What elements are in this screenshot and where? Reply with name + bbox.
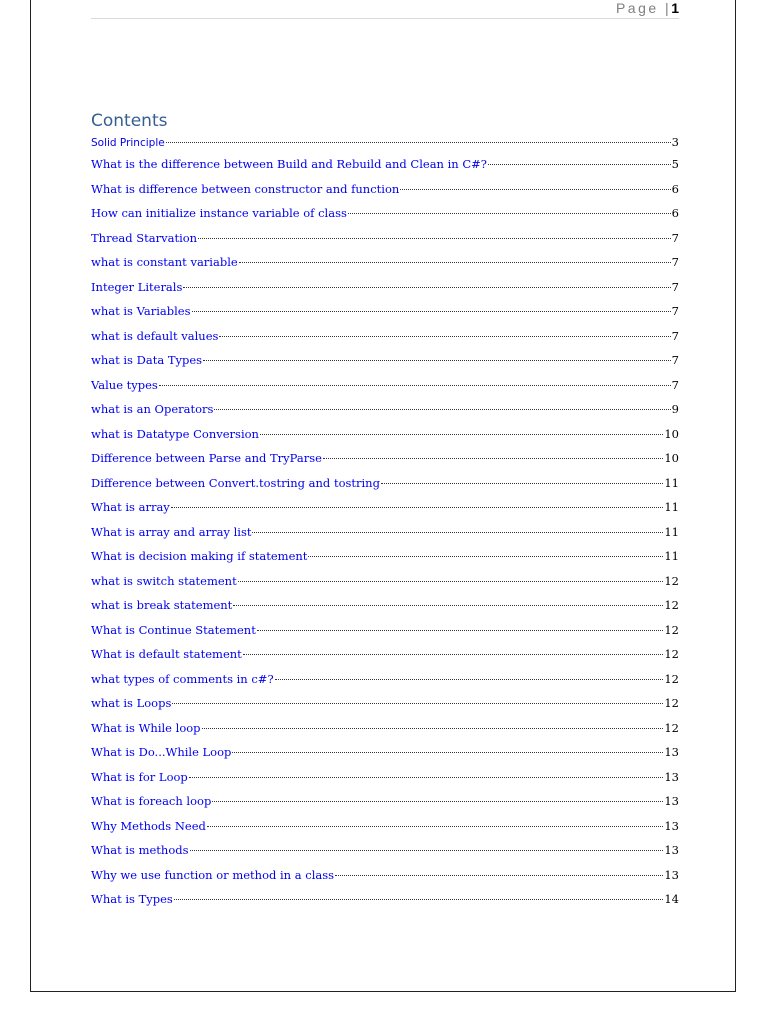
toc-leader-dots <box>189 777 664 778</box>
toc-entry-page: 10 <box>664 451 679 465</box>
toc-entry[interactable] <box>91 745 679 770</box>
toc-entry[interactable] <box>91 378 679 403</box>
toc-entry[interactable] <box>91 892 679 917</box>
toc-leader-dots <box>257 630 664 631</box>
toc-entry-page: 12 <box>664 671 679 686</box>
toc-leader-dots <box>166 142 671 143</box>
page-header <box>91 0 679 19</box>
page-number: 1 <box>671 0 679 16</box>
toc-entry[interactable] <box>91 304 679 329</box>
toc-leader-dots <box>381 483 663 484</box>
page-number-indicator <box>616 0 679 17</box>
toc-leader-dots <box>214 409 670 410</box>
toc-entry-page: 11 <box>664 549 679 563</box>
toc-entry-page: 7 <box>671 353 679 367</box>
toc-leader-dots <box>190 850 664 851</box>
toc-entry-page: 12 <box>664 622 679 637</box>
contents-title: Contents <box>91 111 168 131</box>
toc-entry-page: 7 <box>671 279 679 294</box>
toc-leader-dots <box>198 238 671 239</box>
toc-entry[interactable] <box>91 868 679 893</box>
toc-entry-page: 7 <box>671 377 679 392</box>
toc-entry-page: 9 <box>671 402 679 416</box>
toc-entry-page: 11 <box>664 475 679 490</box>
toc-entry[interactable] <box>91 549 679 574</box>
toc-entry-link[interactable]: What is While loop <box>91 720 201 735</box>
toc-entry[interactable] <box>91 770 679 795</box>
toc-leader-dots <box>232 752 663 753</box>
toc-leader-dots <box>335 875 663 876</box>
toc-entry-link[interactable]: what is Data Types <box>91 353 203 367</box>
toc-entry-link[interactable]: Solid Principle <box>91 137 165 149</box>
toc-entry[interactable] <box>91 427 679 452</box>
toc-entry[interactable] <box>91 353 679 378</box>
toc-leader-dots <box>243 654 664 655</box>
toc-entry-page: 13 <box>664 867 679 882</box>
toc-entry-link[interactable]: Integer Literals <box>91 279 183 294</box>
toc-entry-link[interactable]: What is array and array list <box>91 524 252 539</box>
toc-entry-link[interactable]: What is for Loop <box>91 769 188 784</box>
toc-entry-page: 13 <box>664 843 679 857</box>
document-page <box>30 0 736 992</box>
toc-entry[interactable] <box>91 794 679 819</box>
toc-leader-dots <box>238 581 664 582</box>
toc-entry-link[interactable]: What is decision making if statement <box>91 549 308 563</box>
toc-entry[interactable] <box>91 280 679 305</box>
toc-entry[interactable] <box>91 402 679 427</box>
toc-entry[interactable] <box>91 819 679 844</box>
toc-entry-link[interactable]: Why we use function or method in a class <box>91 867 335 882</box>
toc-entry-page: 13 <box>664 818 679 833</box>
toc-entry-link[interactable]: what is Variables <box>91 304 191 318</box>
toc-leader-dots <box>192 311 671 312</box>
toc-entry-page: 13 <box>664 794 679 808</box>
toc-entry-link[interactable]: What is array <box>91 500 170 514</box>
toc-entry-page: 12 <box>664 598 679 612</box>
toc-entry[interactable] <box>91 672 679 697</box>
toc-entry[interactable] <box>91 574 679 599</box>
toc-entry[interactable] <box>91 157 679 182</box>
toc-entry-page: 7 <box>671 230 679 245</box>
toc-entry-page: 14 <box>664 892 679 906</box>
toc-entry-page: 13 <box>664 769 679 784</box>
toc-leader-dots <box>400 189 670 190</box>
toc-entry-link[interactable]: what is break statement <box>91 598 233 612</box>
toc-entry[interactable] <box>91 182 679 207</box>
toc-entry-link[interactable]: What is Continue Statement <box>91 622 256 637</box>
toc-leader-dots <box>219 336 670 337</box>
toc-entry[interactable] <box>91 206 679 231</box>
toc-entry[interactable] <box>91 647 679 672</box>
toc-entry-link[interactable]: What is foreach loop <box>91 794 212 808</box>
toc-entry-link[interactable]: What is Do...While Loop <box>91 745 232 759</box>
toc-entry-link[interactable]: Thread Starvation <box>91 230 198 245</box>
toc-leader-dots <box>260 434 663 435</box>
toc-entry[interactable] <box>91 451 679 476</box>
toc-leader-dots <box>174 899 664 900</box>
toc-entry-link[interactable]: What is the difference between Build and Rebuild and Clean in C#? <box>91 157 487 171</box>
toc-entry-link[interactable]: what is constant variable <box>91 255 238 269</box>
toc-leader-dots <box>207 826 663 827</box>
toc-entry-page: 12 <box>664 696 679 710</box>
toc-entry[interactable] <box>91 231 679 256</box>
table-of-contents <box>91 135 679 917</box>
toc-entry-page: 12 <box>664 720 679 735</box>
toc-entry[interactable] <box>91 525 679 550</box>
toc-entry[interactable] <box>91 329 679 354</box>
toc-entry-link[interactable]: Value types <box>91 377 158 392</box>
toc-entry-page: 7 <box>671 255 679 269</box>
toc-entry[interactable] <box>91 598 679 623</box>
toc-leader-dots <box>239 262 671 263</box>
toc-entry-link[interactable]: What is difference between constructor and function <box>91 181 400 196</box>
toc-entry[interactable] <box>91 255 679 280</box>
toc-entry-page: 5 <box>671 157 679 171</box>
toc-leader-dots <box>252 532 663 533</box>
toc-entry-link[interactable]: How can initialize instance variable of class <box>91 206 347 220</box>
toc-leader-dots <box>323 458 663 459</box>
toc-entry-link[interactable]: what is default values <box>91 328 219 343</box>
toc-entry-link[interactable]: What is Types <box>91 892 173 906</box>
toc-leader-dots <box>171 507 664 508</box>
toc-entry[interactable] <box>91 500 679 525</box>
toc-entry[interactable] <box>91 135 679 157</box>
toc-entry[interactable] <box>91 623 679 648</box>
toc-leader-dots <box>275 679 664 680</box>
toc-entry-link[interactable]: what is Datatype Conversion <box>91 426 259 441</box>
toc-entry-page: 6 <box>671 206 679 220</box>
toc-entry-link[interactable]: Difference between Parse and TryParse <box>91 451 322 465</box>
toc-entry-link[interactable]: what is switch statement <box>91 573 237 588</box>
toc-entry-link[interactable]: Difference between Convert.tostring and tostring <box>91 475 380 490</box>
toc-entry[interactable] <box>91 696 679 721</box>
toc-entry-link[interactable]: what is Loops <box>91 696 172 710</box>
toc-entry-page: 12 <box>664 647 679 661</box>
toc-leader-dots <box>233 605 663 606</box>
toc-entry[interactable] <box>91 476 679 501</box>
toc-entry-link[interactable]: what types of comments in c#? <box>91 671 274 686</box>
toc-entry[interactable] <box>91 721 679 746</box>
toc-leader-dots <box>202 728 664 729</box>
toc-entry-link[interactable]: What is methods <box>91 843 189 857</box>
toc-entry-page: 11 <box>664 524 679 539</box>
toc-entry[interactable] <box>91 843 679 868</box>
toc-leader-dots <box>159 385 671 386</box>
toc-entry-link[interactable]: Why Methods Need <box>91 818 206 833</box>
toc-leader-dots <box>308 556 663 557</box>
toc-entry-page: 3 <box>671 135 679 149</box>
toc-entry-page: 7 <box>671 304 679 318</box>
toc-entry-page: 7 <box>671 328 679 343</box>
toc-entry-link[interactable]: what is an Operators <box>91 402 214 416</box>
toc-leader-dots <box>203 360 671 361</box>
toc-leader-dots <box>212 801 663 802</box>
toc-leader-dots <box>488 164 671 165</box>
toc-entry-page: 12 <box>664 573 679 588</box>
toc-leader-dots <box>172 703 663 704</box>
toc-entry-page: 10 <box>664 426 679 441</box>
toc-entry-link[interactable]: What is default statement <box>91 647 242 661</box>
toc-leader-dots <box>348 213 671 214</box>
toc-entry-page: 13 <box>664 745 679 759</box>
toc-entry-page: 11 <box>664 500 679 514</box>
toc-entry-page: 6 <box>671 181 679 196</box>
page-label: Page | <box>615 0 672 16</box>
toc-leader-dots <box>183 287 670 288</box>
